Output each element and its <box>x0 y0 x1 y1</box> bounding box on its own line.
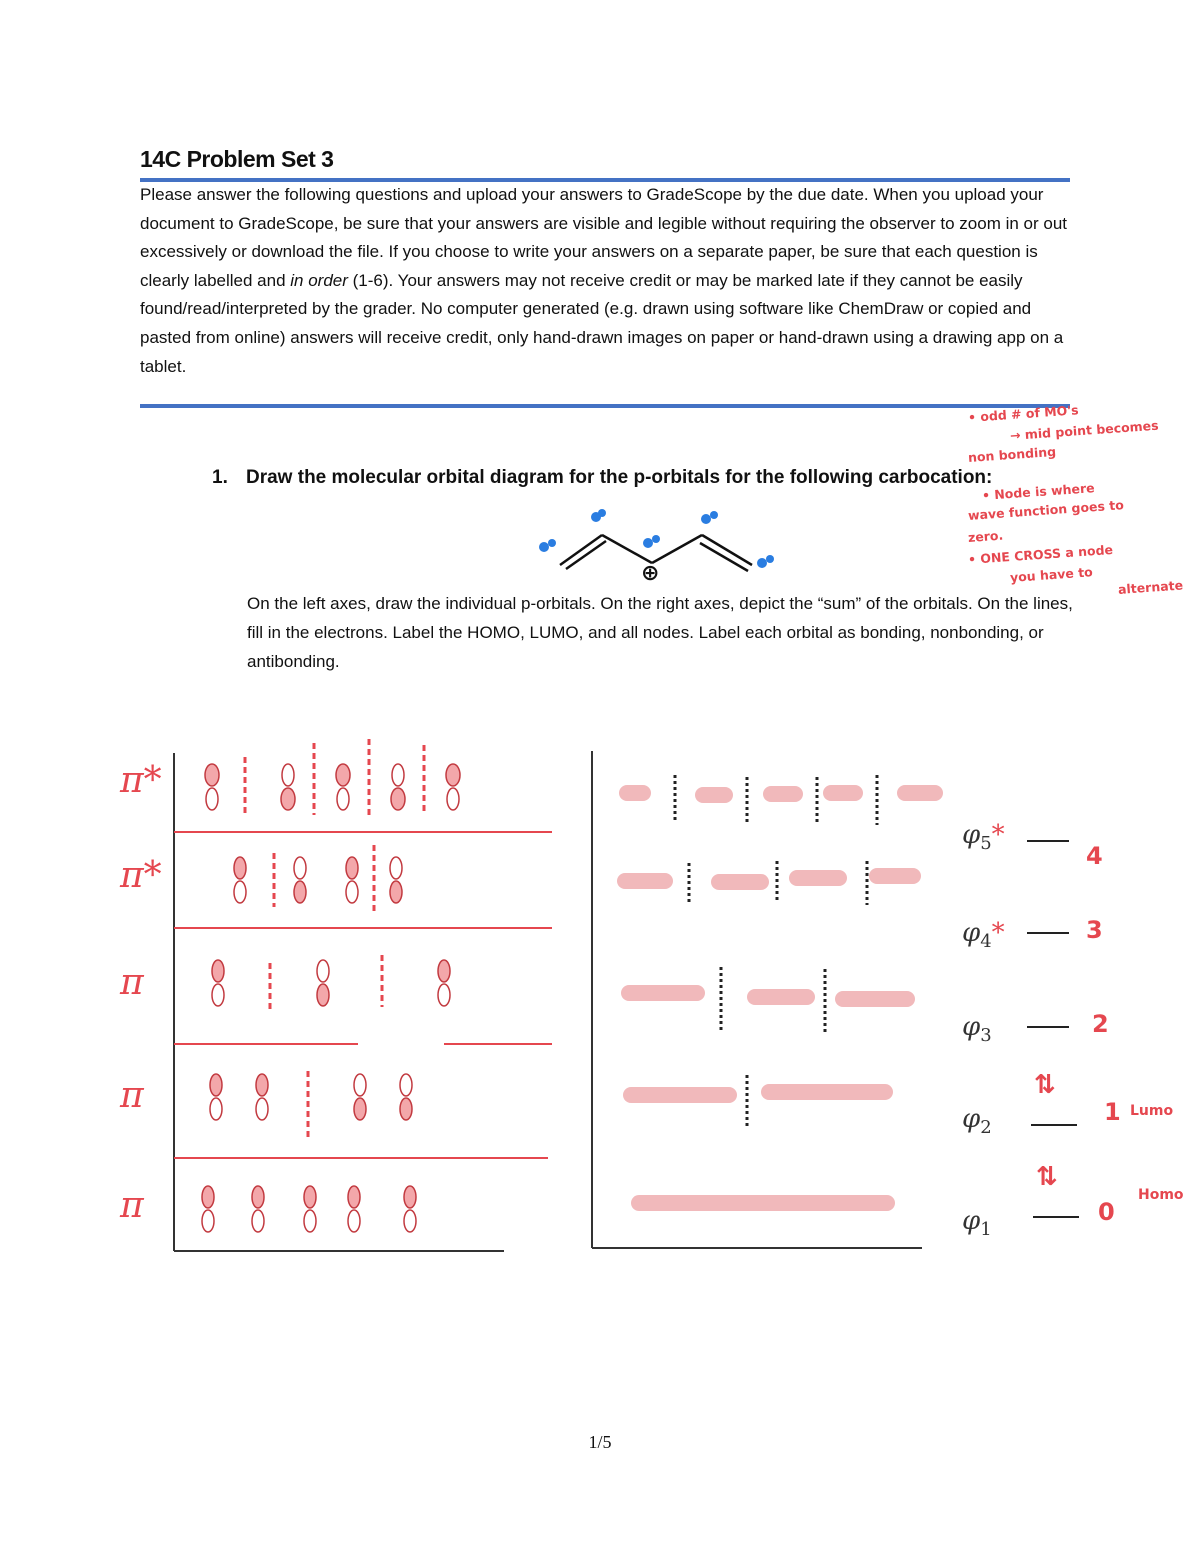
intro-italic: in order <box>290 270 348 290</box>
homo-label: Homo <box>1138 1187 1184 1203</box>
level-number-0: 0 <box>1098 1198 1115 1226</box>
phi-4-label: $\varphi_4*$ <box>962 918 1005 953</box>
electrons-phi1: ⇅ <box>1036 1162 1058 1192</box>
left-axes-lines <box>174 753 504 1251</box>
phi-2-label: $\varphi_2$ <box>962 1104 992 1139</box>
row3-p-orbitals <box>212 960 450 1006</box>
left-orbital-axes <box>160 735 560 1255</box>
margin-note-9: alternate <box>1117 577 1184 597</box>
intro-text-1: Please answer the following questions and upload your answers to GradeScope by the due date. When you upload your document to GradeScope, be sure that your answers are visible and legible without requiring the observer to zoom in or out excessively or download the file. If you choose to write your answers on a separate paper, be sure that each question is clearly labelled and <box>140 185 1068 290</box>
margin-note-3: non bonding <box>967 443 1057 465</box>
margin-note-7: • ONE CROSS a node <box>967 541 1114 567</box>
pi-label-3: π <box>120 962 144 1003</box>
lumo-label: Lumo <box>1130 1103 1174 1119</box>
instructions-text: On the left axes, draw the individual p-orbitals. On the right axes, depict the “sum” of the orbitals. On the lines, fill in the electrons. Label the HOMO, LUMO, and all nodes. Label each orbital as bonding, nonbonding, or antibonding. <box>247 594 1073 671</box>
margin-note-2: → mid point becomes <box>1009 417 1160 443</box>
phi-5-label: $\varphi_5*$ <box>962 820 1005 855</box>
level-number-3: 3 <box>1086 916 1103 944</box>
row5-p-orbitals <box>202 1186 416 1232</box>
page-number: 1/5 <box>588 1432 612 1452</box>
margin-note-6: zero. <box>967 527 1004 545</box>
margin-note-1: • odd # of MO's <box>967 402 1079 425</box>
phi-1-label: $\varphi_1$ <box>962 1206 992 1241</box>
row1-p-orbitals <box>205 764 460 810</box>
margin-note-5: wave function goes to <box>967 497 1125 523</box>
margin-note-4: • Node is where <box>981 480 1096 503</box>
phi-3-label: $\varphi_3$ <box>962 1012 992 1047</box>
row2-nodes <box>274 845 374 911</box>
page-title: 14C Problem Set 3 <box>140 146 334 172</box>
summed-nodes <box>675 775 877 1129</box>
question-1 <box>212 467 992 489</box>
intro-text-2: (1-6). Your answers may not receive credit or may be marked late if they cannot be easily found/read/interpreted by the grader. No computer generated (e.g. drawn using software like ChemDraw or copied and pasted from online) answers will receive credit, only hand-drawn images on paper or hand-drawn using a drawing app on a tablet. <box>140 270 1064 376</box>
intro-rule <box>140 404 1070 408</box>
margin-note-8: you have to <box>1009 564 1094 585</box>
level-number-4: 4 <box>1086 842 1103 870</box>
pi-label-5: π <box>120 1185 144 1226</box>
right-orbital-axes <box>585 745 955 1255</box>
level-number-2: 2 <box>1092 1010 1109 1038</box>
row2-p-orbitals <box>234 857 402 903</box>
question-number: 1. <box>212 467 228 488</box>
pi-star-label-1: π* <box>120 760 162 801</box>
row4-p-orbitals <box>210 1074 412 1120</box>
level-number-1: 1 <box>1104 1098 1121 1126</box>
carbocation-structure <box>530 505 790 590</box>
question-text: Draw the molecular orbital diagram for the p-orbitals for the following carbocation: <box>246 467 993 488</box>
pi-star-label-2: π* <box>120 855 162 896</box>
intro-paragraph <box>140 181 1070 381</box>
electrons-phi2: ⇅ <box>1034 1070 1056 1100</box>
pi-label-4: π <box>120 1075 144 1116</box>
summed-orbital-bars <box>625 793 935 1203</box>
positive-charge-icon: ⊕ <box>641 560 660 585</box>
